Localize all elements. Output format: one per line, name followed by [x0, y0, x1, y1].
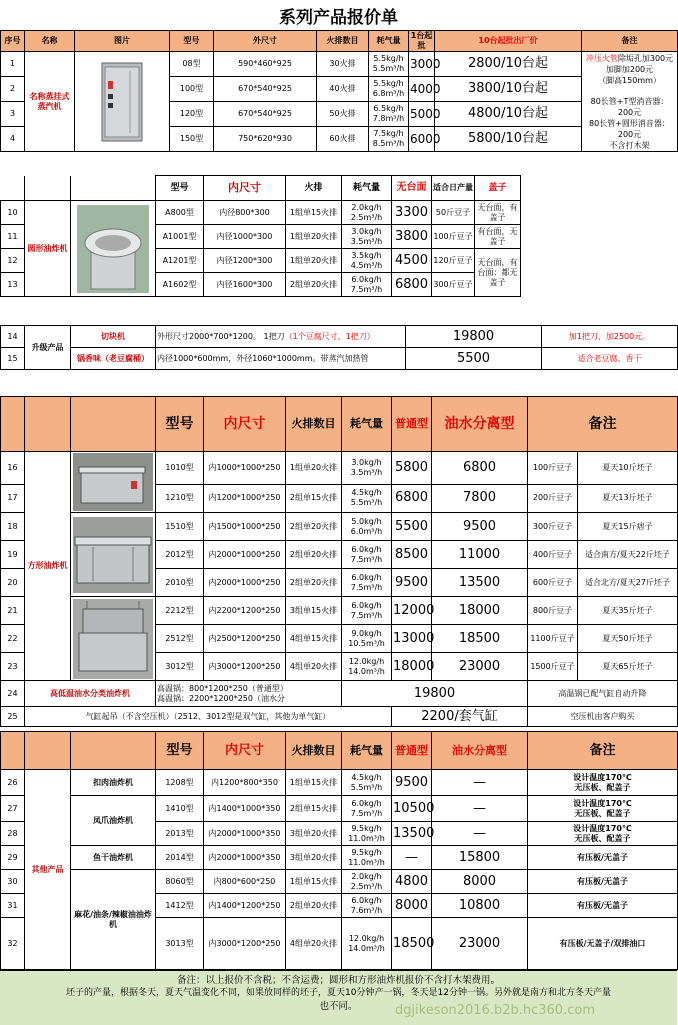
table-row: 24 高低温油水分类油炸机 高温锅：800*1200*250（普通型） 高温锅：2200*1200*250（油水分 19800 高温锅已配气缸自动升降	[1, 681, 678, 707]
product-photo	[71, 452, 156, 513]
col-header: 耗气量	[342, 397, 392, 452]
size-cell: 590*460*925	[214, 52, 317, 77]
table-row: 4 150型 750*620*930 60火排 7.5kg/h 8.5m³/h 6000 5800/10台起	[1, 127, 678, 152]
col-header: 内尺寸	[204, 732, 286, 770]
table-row: 31 1412型 内1400*1200*250 2组单20火排 6.0kg/h 7.6m³/h 8000 10800 有压板/无盖子	[1, 894, 678, 918]
col-header: 序号	[1, 31, 25, 52]
col-header: 型号	[156, 397, 204, 452]
col-header: 耗气量	[369, 31, 409, 52]
col-header: 型号	[156, 176, 204, 201]
steam-cabinet-image	[100, 61, 144, 143]
col-header: 普通型	[392, 397, 432, 452]
square-fryer-table	[0, 396, 678, 727]
col-header: 火排数目	[286, 732, 342, 770]
table-row: 10 圆形油炸机 A800型 内径800*300 1组单15火排 2.0kg/h 2.5m³/h 3300 50斤豆子 无台面，有盖子	[1, 201, 678, 225]
remark-cell: 冲压火管除垢孔加300元 加脚加200元 （脚高150mm） 80长管+T型消音器：200元 80长管+圆形消音器：200元 不含打木架	[582, 52, 678, 152]
product-name: 圆形油炸机	[25, 201, 71, 297]
product-name: 名称蒸挂式蒸汽机	[25, 52, 75, 152]
col-header: 备注	[528, 397, 678, 452]
group-label: 升级产品	[25, 326, 71, 370]
table-row: 25 气缸起吊（不含空压机）（2512、3012型是双气缸，其他为单气缸） 2200/套气缸 空压机由客户购买	[1, 707, 678, 727]
table-row: 2 100型 670*540*925 40火排 5.5kg/h 6.8m³/h 4000 3800/10台起	[1, 77, 678, 102]
table-row: 16 方形油炸机 1010型 内1000*1000*250 1组单20火排 3.0kg/h 3.5m³/h 5800 6800 100斤豆子 夏天10斤坯子	[1, 452, 678, 485]
model-cell: 08型	[170, 52, 214, 77]
table-row: 26 其他产品 扣肉油炸机 1208型 内1200*800*350 1组单15火排 4.5kg/h 5.5m³/h 9500 — 设计温度170℃ 无压板、配盖子	[1, 770, 678, 796]
table-row: 30 麻花/油条/辣椒油油炸机 8060型 内800*600*250 1组单15火排 2.0kg/h 2.5m³/h 4800 8000 有压板/无盖子	[1, 870, 678, 894]
row-number: 1	[1, 52, 25, 77]
product-photo	[71, 201, 156, 297]
table-row: 23 3012型 内3000*1200*250 4组单20火排 12.0kg/h 14.0m³/h 18000 23000 1500斤豆子 夏天65斤坯子	[1, 653, 678, 681]
col-header: 火排	[286, 176, 342, 201]
product-photo	[71, 513, 156, 597]
col-header: 外尺寸	[214, 31, 317, 52]
round-fryer-table	[0, 175, 678, 297]
col-header: 型号	[156, 732, 204, 770]
table-row: 19 2012型 内2000*1000*250 2组单20火排 6.0kg/h 7.5m³/h 8500 11000 400斤豆子 适合南方/夏天22斤坯子	[1, 541, 678, 569]
col-header: 耗气量	[342, 176, 392, 201]
upgrade-products-table	[0, 325, 678, 370]
round-fryer-image	[77, 205, 149, 293]
col-header: 1台起批	[409, 31, 435, 52]
table-row: 20 2010型 内2000*1000*250 2组单20火排 6.0kg/h 7.5m³/h 9500 13500 600斤豆子 适合北方/夏天27斤坯子	[1, 569, 678, 597]
group-label: 其他产品	[25, 770, 71, 970]
col-header: 耗气量	[342, 732, 392, 770]
price-10-cell: 2800/10台起	[435, 52, 582, 77]
burner-cell: 30火排	[317, 52, 369, 77]
col-header: 图片	[75, 31, 170, 52]
gas-cell: 5.5kg/h 5.5m³/h	[369, 52, 409, 77]
product-photo	[71, 597, 156, 681]
col-header: 火排数目	[286, 397, 342, 452]
page-title: 系列产品报价单	[0, 0, 677, 31]
col-header: 型号	[170, 31, 214, 52]
footer-line: 也不同。	[319, 1001, 358, 1012]
table-row: 17 1210型 内1200*1000*250 2组单15火排 4.5kg/h 5.5m³/h 6800 7800 200斤豆子 夏天13斤坯子	[1, 484, 678, 512]
col-header: 10台起批出厂价	[435, 31, 582, 52]
col-header: 备注	[582, 31, 678, 52]
table-row: 28 2013型 内2000*1000*350 3组单20火排 9.5kg/h 11.0m³/h 13500 — 设计温度170℃ 无压板、配盖子	[1, 822, 678, 846]
product-photo	[75, 52, 170, 152]
table-row: 18 1510型 内1500*1000*250 2组单20火排 5.0kg/h 6.0m³/h 5500 9500 300斤豆子 夏天15斤痞子	[1, 513, 678, 541]
col-header: 盖子	[475, 176, 521, 201]
col-header: 普通型	[392, 732, 432, 770]
table-row: 12 A1201型 内径1200*300 1组单20火排 3.5kg/h 4.5m³/h 4500 120斤豆子 无台面，有台面：都无盖子	[1, 249, 678, 273]
price-1-cell: 3000	[409, 52, 435, 77]
table-row: 27 凤爪油炸机 1410型 内1400*1000*350 2组单15火排 6.0kg/h 7.5m³/h 10500 — 设计温度170℃ 无压板、配盖子	[1, 796, 678, 822]
square-fryer-image-3	[73, 599, 153, 679]
square-fryer-image	[73, 453, 153, 511]
square-fryer-image-2	[73, 517, 153, 593]
footer-line: 坯子的产量，根据冬天，夏天气温变化不同，如果放同样的坯子，夏天10分钟产一锅，冬天是12分钟一锅。另外就是南方和北方冬天产量	[66, 988, 611, 998]
table-row: 21 2212型 内2200*1200*250 3组单15火排 6.0kg/h 7.5m³/h 12000 18000 800斤豆子 夏天35斤坯子	[1, 597, 678, 625]
col-header: 无台面	[392, 176, 432, 201]
col-header: 火排数目	[317, 31, 369, 52]
table-row	[1, 52, 678, 77]
table-row: 14 升级产品 切块机 外形尺寸2000*700*1200。 1把刀（1个豆腐尺寸，1把刀） 19800 加1把刀，加2500元。	[1, 326, 678, 348]
product-name: 方形油炸机	[25, 452, 71, 681]
col-header: 内尺寸	[204, 176, 286, 201]
table-row: 13 A1602型 内径1600*300 2组单20火排 6.0kg/h 7.5m³/h 6800 300斤豆子	[1, 273, 678, 297]
col-header: 名称	[25, 31, 75, 52]
watermark-text: dgjikeson2016.b2b.hc360.com	[395, 1003, 595, 1018]
footer-line: 备注：以上报价不含税；不含运费；圆形和方形油炸机报价不含打木架费用。	[176, 975, 500, 986]
col-header: 备注	[528, 732, 678, 770]
col-header: 适合日产量	[432, 176, 475, 201]
col-header: 油水分离型	[432, 397, 528, 452]
table-row: 32 3013型 内3000*1200*250 4组单20火排 12.0kg/h 14.0m³/h 18500 23000 有压板/无盖子/双排油口	[1, 918, 678, 970]
table-row: 11 A1001型 内径1000*300 1组单20火排 3.0kg/h 3.5m³/h 3800 100斤豆子 有台面，无盖子	[1, 225, 678, 249]
table-row: 3 120型 670*540*925 50火排 6.5kg/h 7.8m³/h 5000 4800/10台起	[1, 102, 678, 127]
table-row: 22 2512型 内2500*1200*250 4组单15火排 9.0kg/h 10.5m³/h 13000 18500 1100斤豆子 夏天50斤坯子	[1, 625, 678, 653]
table-row: 15 锅香味（老豆腐桶） 内径1000*600mm，外径1060*1000mm。带蒸汽加热管 5500 适合老豆腐、香干	[1, 348, 678, 370]
other-products-table	[0, 731, 678, 970]
col-header: 内尺寸	[204, 397, 286, 452]
table-row: 29 鱼干油炸机 2014型 内2000*1000*350 3组单20火排 9.5kg/h 11.0m³/h — 15800 有压板/无盖子	[1, 846, 678, 870]
steam-machine-table	[0, 30, 678, 152]
col-header: 油水分离型	[432, 732, 528, 770]
